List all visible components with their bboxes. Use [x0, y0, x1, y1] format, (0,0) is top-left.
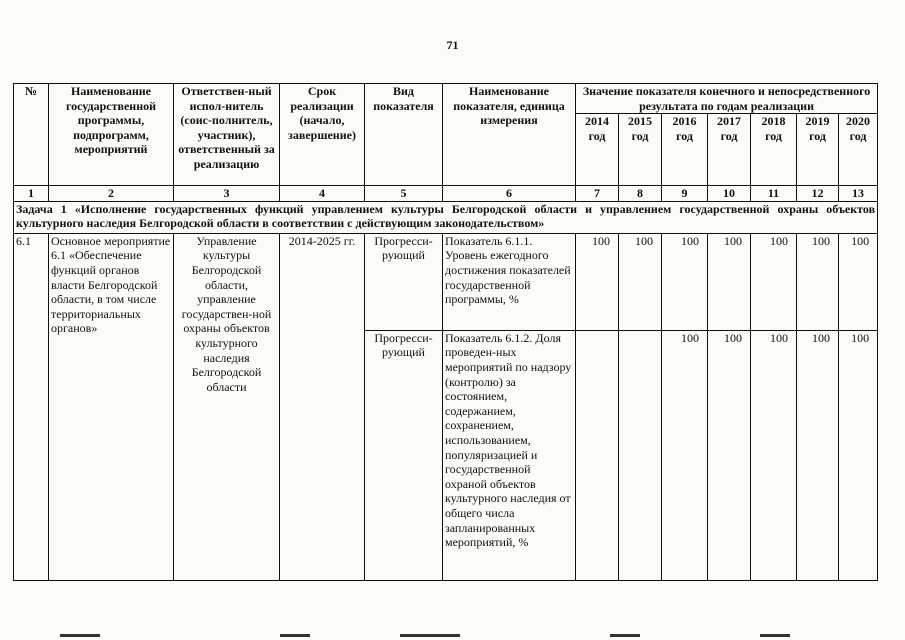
indicator-value: 100: [797, 330, 839, 580]
indicator-value: 100: [708, 233, 751, 330]
indicator-value: [619, 330, 662, 580]
header-year: 2016 год: [662, 114, 708, 186]
indicator-value: 100: [797, 233, 839, 330]
scan-edge-marks: [0, 634, 905, 640]
header-year: 2018 год: [751, 114, 797, 186]
indicator-value: 100: [839, 233, 878, 330]
header-term: Срок реализации (начало, завершение): [280, 84, 365, 186]
column-number: 5: [365, 186, 443, 202]
column-number: 4: [280, 186, 365, 202]
header-kind: Вид показателя: [365, 84, 443, 186]
header-year: 2020 год: [839, 114, 878, 186]
page-number: 71: [446, 38, 459, 52]
header-responsible: Ответствен-ный испол-нитель (соис-полнитель, участник), ответственный за реализацию: [174, 84, 280, 186]
header-year: 2019 год: [797, 114, 839, 186]
indicator-value: 100: [662, 233, 708, 330]
header-year: 2017 год: [708, 114, 751, 186]
column-number: 2: [49, 186, 174, 202]
row-num: 6.1: [14, 233, 49, 580]
indicator-value: 100: [708, 330, 751, 580]
header-num: №: [14, 84, 49, 186]
indicator-kind: Прогресси-рующий: [365, 330, 443, 580]
column-number: 13: [839, 186, 878, 202]
column-number: 3: [174, 186, 280, 202]
indicator-value: 100: [839, 330, 878, 580]
header-values-group: Значение показателя конечного и непосредственного результата по годам реализации: [576, 84, 878, 114]
indicator-name: Показатель 6.1.1. Уровень ежегодного достижения показателей государственной программы, %: [443, 233, 576, 330]
column-number: 1: [14, 186, 49, 202]
column-number: 9: [662, 186, 708, 202]
indicator-value: 100: [662, 330, 708, 580]
indicator-kind: Прогресси-рующий: [365, 233, 443, 330]
column-number: 11: [751, 186, 797, 202]
indicator-value: 100: [751, 233, 797, 330]
row-term: 2014-2025 гг.: [280, 233, 365, 580]
table-row: [14, 233, 878, 330]
column-number: 10: [708, 186, 751, 202]
column-number: 8: [619, 186, 662, 202]
column-number: 6: [443, 186, 576, 202]
task-heading: Задача 1 «Исполнение государственных функций управлением культуры Белгородской области и управлением государственной охраны объектов культурного наследия Белгородской области в соответствии с действующим законодательством»: [14, 201, 878, 233]
indicator-value: 100: [576, 233, 619, 330]
indicator-name: Показатель 6.1.2. Доля проведен-ных мероприятий по надзору (контролю) за состоянием, содержанием, сохранением, использованием, популяризацией и государственной охраной объектов культурного наследия от общего числа запланированных мероприятий, %: [443, 330, 576, 580]
indicator-value: [576, 330, 619, 580]
indicator-value: 100: [619, 233, 662, 330]
indicators-table: [13, 83, 878, 581]
header-year: 2014 год: [576, 114, 619, 186]
row-name: Основное мероприятие 6.1 «Обеспечение функций органов власти Белгородской области, в том числе территориальных органов»: [49, 233, 174, 580]
header-year: 2015 год: [619, 114, 662, 186]
column-number: 7: [576, 186, 619, 202]
row-responsible: Управление культуры Белгородской области, управление государствен-ной охраны объектов культурного наследия Белгородской области: [174, 233, 280, 580]
column-number: 12: [797, 186, 839, 202]
header-name: Наименование государственной программы, подпрограмм, мероприятий: [49, 84, 174, 186]
indicator-value: 100: [751, 330, 797, 580]
header-indicator: Наименование показателя, единица измерения: [443, 84, 576, 186]
